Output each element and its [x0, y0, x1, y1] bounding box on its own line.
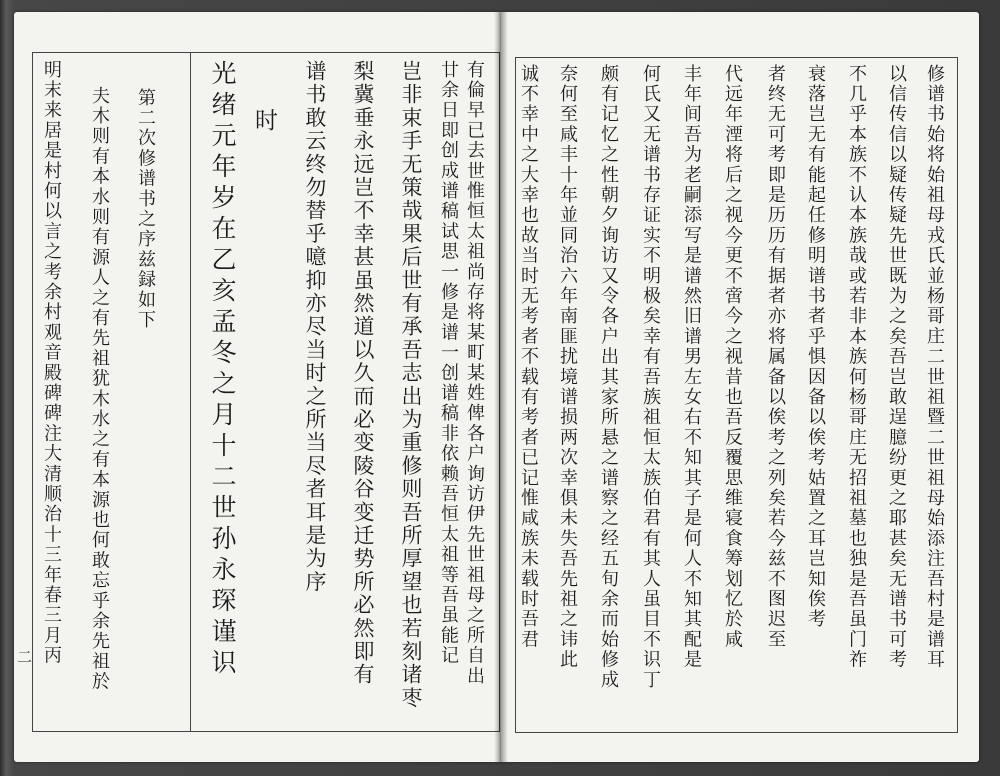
right-column-2: 以信传信以疑传疑先世既为之矣吾岂敢逞臆纷更之耶甚矣无谱书可考	[886, 64, 907, 670]
left-column-1: 有倫早已去世惟恒太祖尚存将某町某姓俾各户询访伊先世祖母之所自出	[464, 60, 485, 687]
book-gutter	[494, 12, 508, 762]
left-page-divider	[190, 52, 191, 732]
left-column-3: 岂非束手无策哉果后世有承吾志出为重修则吾所厚望也若刻诸枣	[399, 60, 423, 710]
page-number: 二	[17, 648, 33, 666]
right-column-5: 者终无可考即是历历有据者亦将属备以俟考之列矣若今兹不图迟至	[765, 64, 786, 650]
right-column-6: 代远年湮将后之视今更不啻今之视昔也吾反覆思维寝食筹划忆於咸	[722, 64, 743, 650]
right-page	[501, 12, 979, 762]
left-column-10: 明末来居是村何以言之考余村观音殿碑碑注大清顺治十三年春三月丙	[41, 60, 62, 666]
left-column-7: 光绪元年岁在乙亥孟冬之月十二世孙永琛谨识	[208, 60, 237, 680]
right-column-11: 诚不幸中之大幸也故当时无考者不载有考者已记惟咸族未载时吾君	[518, 64, 539, 650]
left-column-9: 夫木则有本水则有源人之有先祖犹木水之有本源也何敢忘乎余先祖於	[89, 86, 110, 692]
left-column-4: 梨冀垂永远岂不幸甚虽然道以久而必变陵谷变迁势所必然即有	[351, 60, 375, 687]
left-column-8: 第二次修谱书之序兹録如下	[135, 88, 156, 331]
right-column-7: 丰年间吾为老嗣添写是谱然旧谱男左女右不知其子是何人不知其配是	[681, 64, 702, 670]
left-column-5: 谱书敢云终勿替乎噫抑亦尽当时之所当尽者耳是为序	[303, 60, 327, 594]
right-column-4: 衰落岂无有能起任修明谱书者乎惧因备以俟考姑置之耳岂知俟考	[805, 64, 826, 630]
left-column-2: 廿余日即创成谱稿试思一修是谱一创谱稿非依赖吾恒太祖等吾虽能记	[438, 60, 459, 666]
right-column-3: 不几乎本族不认本族哉或若非本族何杨哥庄无招祖墓也独是吾虽门祚	[846, 64, 867, 670]
left-page	[14, 12, 501, 762]
right-column-9: 颇有记忆之性朝夕询访又令各户出其家所悬之谱察之经五旬余而始修成	[598, 64, 619, 691]
right-column-10: 奈何至咸丰十年並同治六年南匪扰境谱损两次幸俱未失吾先祖之讳此	[557, 64, 578, 670]
left-column-6: 时	[251, 108, 277, 135]
right-column-1: 修谱书始将始祖母戎氏並杨哥庄二世祖暨二世祖母始添注吾村是谱耳	[924, 64, 945, 670]
right-column-8: 何氏又无谱书存证实不明极矣幸有吾族祖恒太族伯君有其人虽目不识丁	[640, 64, 661, 691]
